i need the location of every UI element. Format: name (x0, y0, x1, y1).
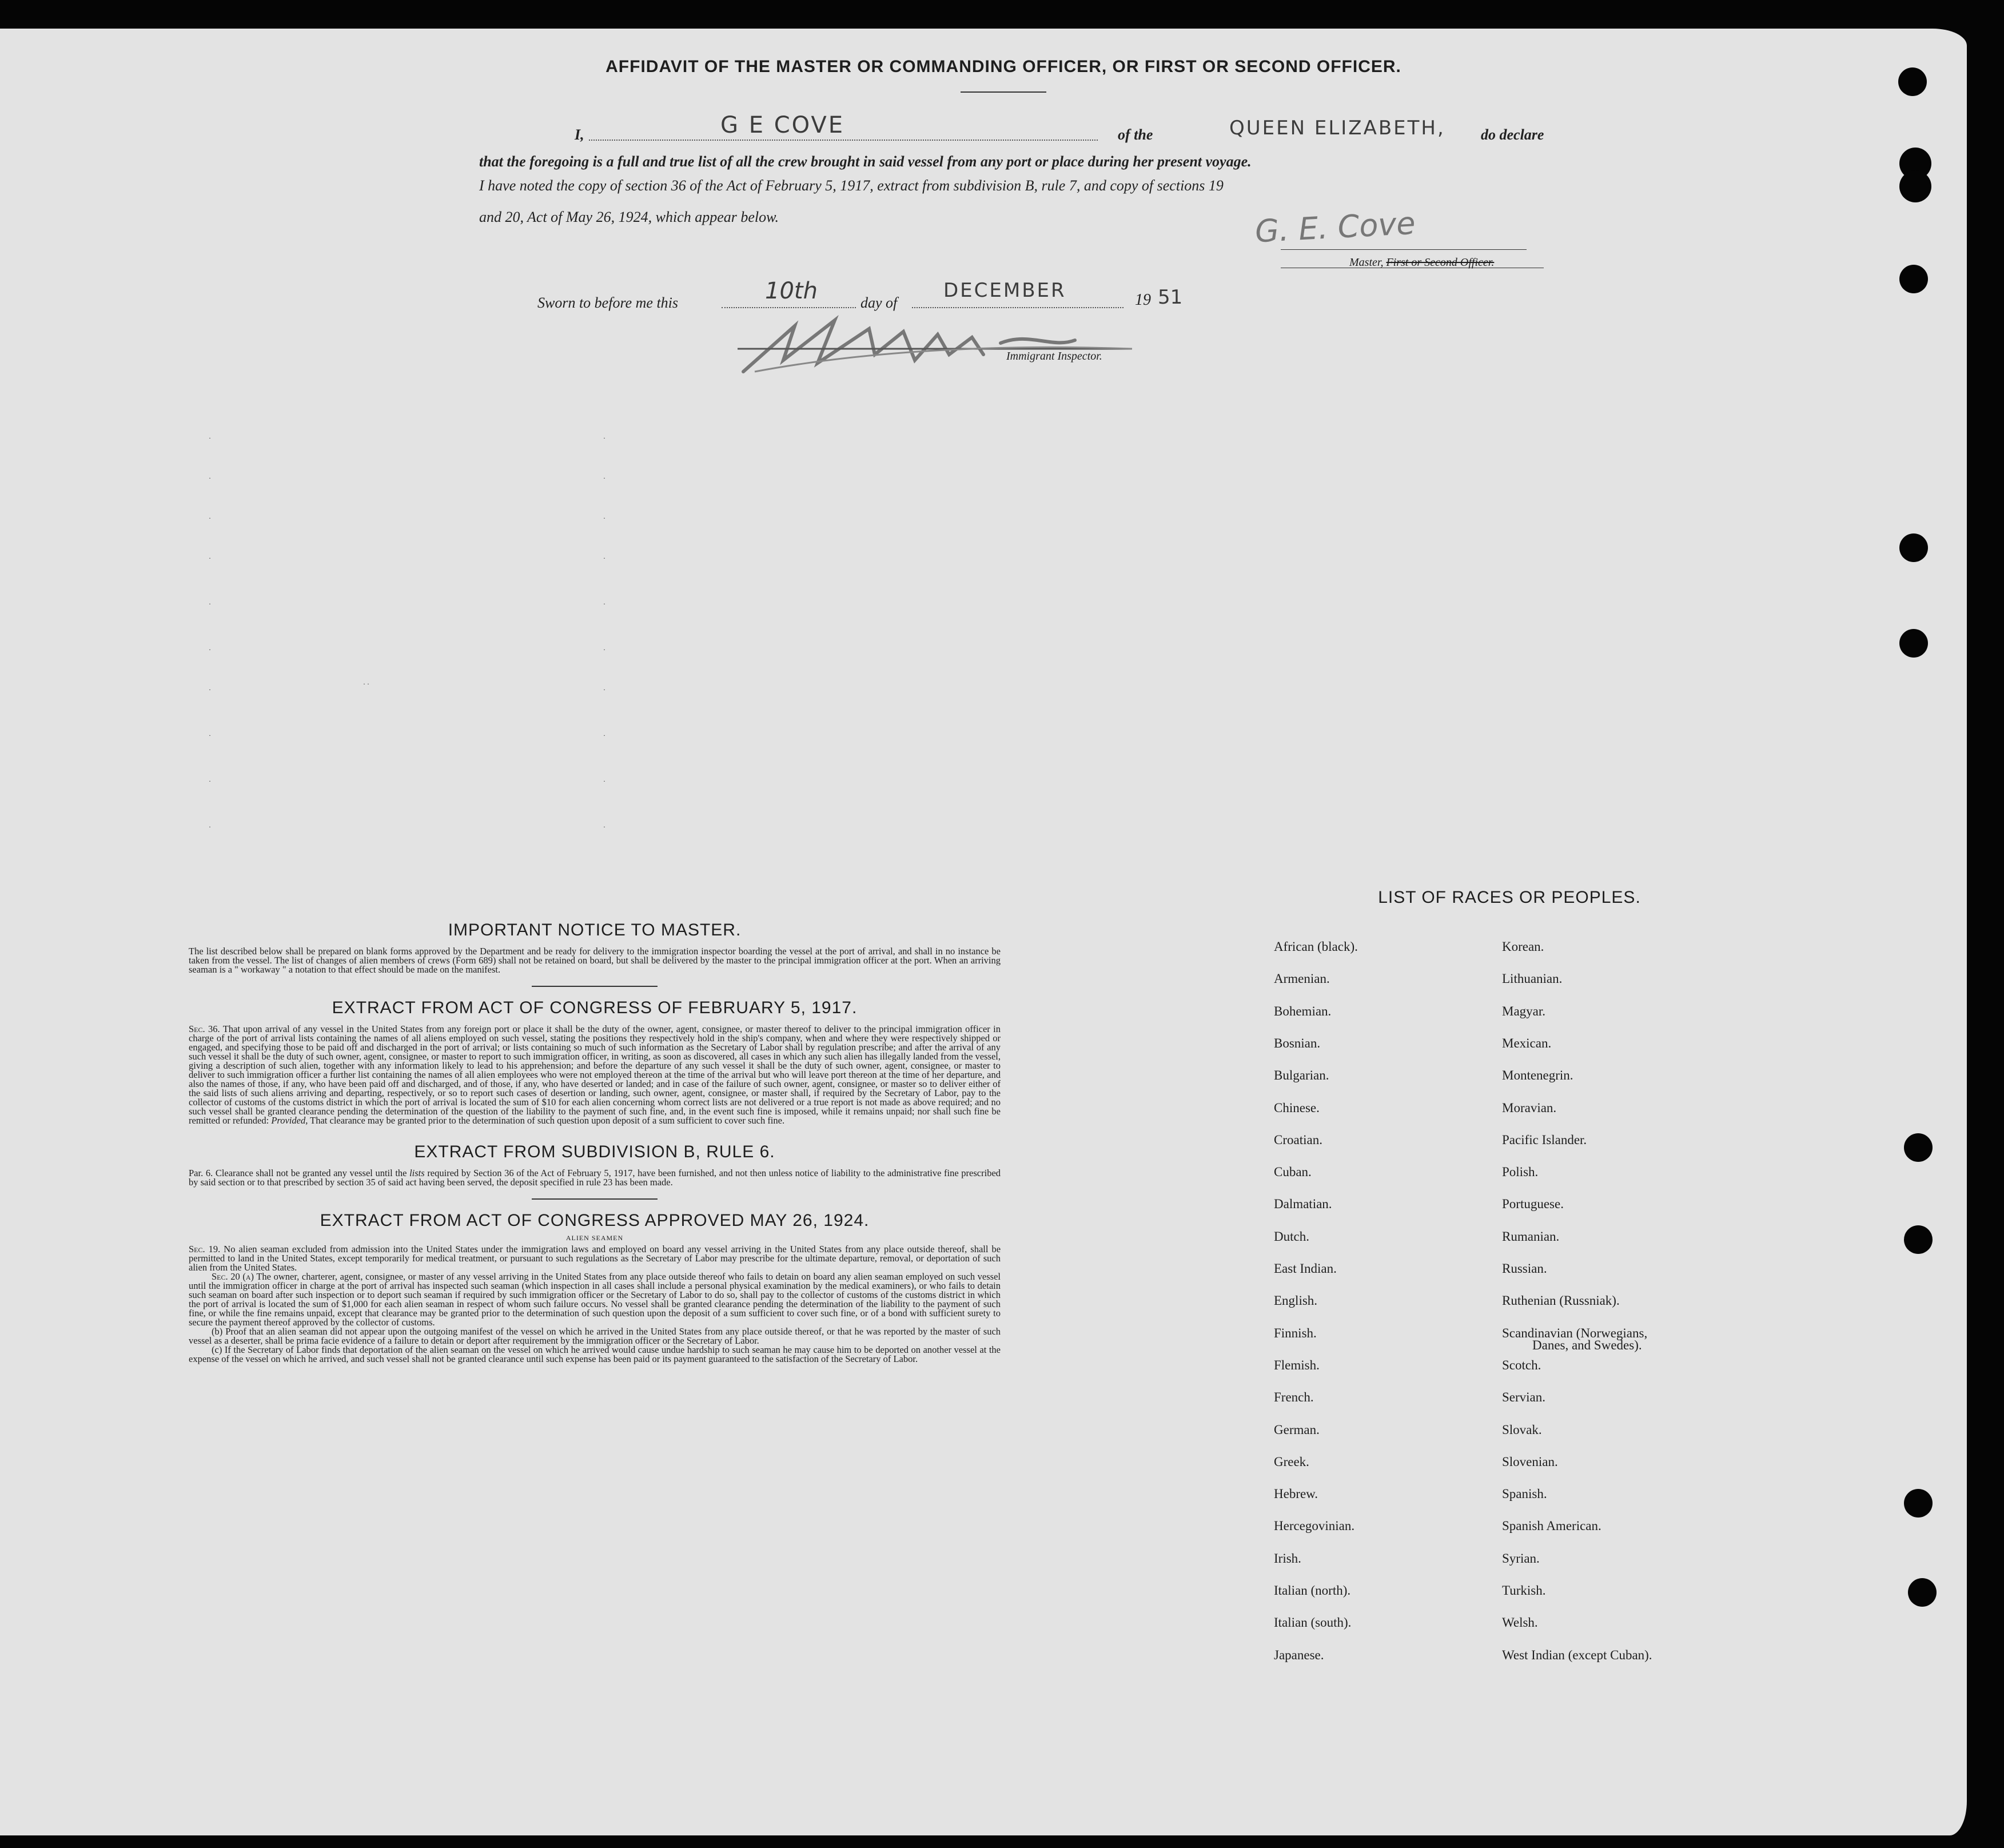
sec-20a-body: The owner, charterer, agent, consignee, or master of any vessel arriving in the United States from any place outside thereof who fails to detain on board any alien seaman employed on such vessel until the immigration officer in charge at the port of arrival has inspected such seaman (which inspection in all cases shall include a personal physical examination by the medical examiners), or who fails to detain such seaman on board after such inspection or to deport such seaman if required by such immigration officer or the Secretary of Labor to do so, shall pay to the collector of customs of the customs district in which the port of arrival is located the sum of $1,000 for each alien seaman in respect of whom such failure occurs. No vessel shall be granted clearance pending the determination of the liability to the payment of such fine, or while the fine remains unpaid, except that clearance may be granted prior to the determination of such question upon the deposit of a sum sufficient to cover such fine, or of a bond with sufficient surety to secure the payment thereof approved by the collector of customs. (189, 1271, 1001, 1328)
race-item: Irish. (1274, 1551, 1301, 1566)
day-blank (722, 307, 856, 308)
extract-rule6-title: EXTRACT FROM SUBDIVISION B, RULE 6. (414, 1142, 775, 1161)
extract-1917-title: EXTRACT FROM ACT OF CONGRESS OF FEBRUARY 5, 1917. (332, 998, 858, 1017)
race-item: Hebrew. (1274, 1487, 1318, 1501)
sec-20b-body: Proof that an alien seaman did not appear upon the outgoing manifest of the vessel on which he arrived in the United States from any place outside thereof, or that he was reported by the master of such vessel as a deserter, shall be prima facie evidence of a failure to detain or deport after requirement by the immigration officer or the Secretary of Labor. (189, 1326, 1001, 1346)
sec-20b-label: (b) (212, 1326, 223, 1337)
sec-36-label: Sec. 36. (189, 1023, 220, 1034)
punch-hole (1904, 1489, 1933, 1518)
punch-hole (1899, 629, 1928, 658)
month-blank (912, 307, 1123, 308)
punch-hole (1904, 1225, 1933, 1254)
sworn-prefix: Sworn to before me this (537, 294, 679, 311)
race-item: Syrian. (1502, 1551, 1540, 1566)
race-item: Moravian. (1502, 1100, 1557, 1115)
punch-hole (1898, 67, 1927, 96)
sec-36-body: That upon arrival of any vessel in the United States from any foreign port or place it shall be the duty of the owner, agent, consignee, or master thereof to deliver to the principal immigration officer in charge of the port of arrival lists containing the names of all aliens employed on such vessel, stating the positions they respectively hold in the ship's company, when and where they were respectively shipped or engaged, and specifying those to be paid off and discharged in the port of arrival; or lists containing so much of such information as the Secretary of Labor shall by regulation prescribe; and after the arrival of any such vessel it shall be the duty of such owner, agent, consignee, or master to report to such immigration officer, in writing, as soon as discovered, all cases in which any such alien has illegally landed from the vessel, giving a description of such alien, together with any information likely to lead to his apprehension; and before the departure of any such vessel it shall be the duty of such owner, agent, consignee, or master to deliver to such immigration officer a further list containing the names of all alien employees who were not employed thereon at the time of the arrival but who will leave port thereon at the time of her departure, and also the names of those, if any, who have been paid off and discharged, and of those, if any, who have deserted or landed; and in case of the failure of such owner, agent, consignee, or master so to deliver either of the said lists of such aliens arriving and departing, respectively, or so to report such cases of desertion or landing, such owner, agent, consignee, or master shall, if required by the Secretary of Labor, pay to the collector of customs of the customs district in which the port of arrival is located the sum of $10 for each alien concerning whom correct lists are not delivered or a true report is not made as above required; and no such vessel shall be granted clearance pending the determination of the question of the liability to the payment of such fine, and, in the event such fine is imposed, while it remains unpaid; nor shall such fine be remitted or refunded: (189, 1023, 1001, 1126)
extract-1917-text (189, 1025, 1001, 1125)
race-item: Greek. (1274, 1454, 1309, 1469)
punch-hole (1899, 170, 1931, 202)
race-item: Spanish American. (1502, 1519, 1601, 1534)
race-item: Japanese. (1274, 1647, 1324, 1662)
section-divider (532, 1198, 658, 1200)
punch-hole (1904, 1133, 1933, 1162)
race-item: Montenegrin. (1502, 1068, 1573, 1083)
race-item: Armenian. (1274, 971, 1330, 986)
race-item: Turkish. (1502, 1583, 1546, 1598)
sworn-day: 10th (765, 278, 818, 304)
race-item: Polish. (1502, 1165, 1539, 1180)
sec-20a-label: Sec. 20 (a) (212, 1271, 254, 1282)
extract-rule6-text (189, 1169, 1001, 1187)
alien-seamen-subtitle: ALIEN SEAMEN (565, 1234, 624, 1242)
race-item: Mexican. (1502, 1035, 1552, 1050)
race-item: Bulgarian. (1274, 1068, 1329, 1083)
section-divider (532, 986, 658, 987)
sec-20a-text (189, 1272, 1001, 1327)
punch-hole (1899, 265, 1928, 293)
race-item: Dalmatian. (1274, 1197, 1332, 1212)
par-6-body-a: Clearance shall not be granted any vessel until the (215, 1168, 407, 1178)
race-item: Spanish. (1502, 1487, 1547, 1501)
year-prefix: 19 (1135, 291, 1151, 309)
race-item: Slovenian. (1502, 1454, 1558, 1469)
sec-20c-text (189, 1345, 1001, 1364)
master-signature-line (1281, 249, 1527, 250)
race-item: Bosnian. (1274, 1035, 1321, 1050)
master-caption (1349, 256, 1494, 269)
inspector-signature-drawing (732, 309, 1178, 383)
declaration-line-3: I have noted the copy of section 36 of the Act of February 5, 1917, extract from subdivision B, rule 7, and copy of sections 19 (479, 177, 1224, 194)
name-blank (589, 140, 1098, 141)
notice-column (189, 921, 1001, 1364)
race-item: German. (1274, 1422, 1320, 1437)
race-item: African (black). (1274, 939, 1358, 954)
race-item: Portuguese. (1502, 1197, 1564, 1212)
page-marks: · · · · · · · · · · · · · · · · · · · · · · (209, 434, 605, 831)
extract-1924-title: EXTRACT FROM ACT OF CONGRESS APPROVED MAY 26, 1924. (320, 1211, 870, 1230)
race-item: Italian (south). (1274, 1615, 1352, 1630)
proviso-label: Provided, (271, 1115, 308, 1126)
master-caption-prefix: Master, (1349, 256, 1384, 269)
race-item: Dutch. (1274, 1229, 1309, 1244)
notice-text: The list described below shall be prepared on blank forms approved by the Department and be ready for delivery to the immigration inspector boarding the vessel at the port of arrival, and shall in no instance be taken from the vessel. The list of changes of alien members of crews (Form 689) shall not be retained on board, but shall be delivered by the master to the principal immigration officer at the port. When an arriving seaman is a " workaway " a notation to that effect should be made on the manifest. (189, 946, 1001, 975)
vessel-name: QUEEN ELIZABETH, (1229, 117, 1445, 140)
race-item: Servian. (1502, 1390, 1546, 1405)
sworn-month: DECEMBER (943, 279, 1066, 302)
race-item: English. (1274, 1293, 1318, 1308)
notice-title: IMPORTANT NOTICE TO MASTER. (448, 921, 742, 939)
par-6-body-b: required by Section 36 of the Act of February 5, 1917, have been furnished, and not then unless notice of liability to the administrative fine prescribed by said section or to that prescribed by section 35 of said act having been served, the deposit specified in rule 23 has been made. (189, 1168, 1001, 1188)
par-6-italic: lists (409, 1168, 425, 1178)
master-signature: G. E. Cove (1254, 205, 1417, 250)
declaration-line-4: and 20, Act of May 26, 1924, which appear below. (479, 209, 779, 225)
sec-20c-body: If the Secretary of Labor finds that deportation of the alien seaman on the vessel on which he arrived would cause undue hardship to such seaman he may cause him to be deported on another vessel at the expense of the vessel on which he arrived, and such vessel shall not be granted clearance until such expense has been paid or its payment guaranteed to the satisfaction of the Secretary of Labor. (189, 1344, 1001, 1364)
affidavit-title: AFFIDAVIT OF THE MASTER OR COMMANDING OFFICER, OR FIRST OR SECOND OFFICER. (605, 57, 1401, 76)
race-item: Ruthenian (Russniak). (1502, 1293, 1620, 1308)
race-item: Korean. (1502, 939, 1544, 954)
inspector-caption: Immigrant Inspector. (1006, 350, 1102, 363)
race-item: West Indian (except Cuban). (1502, 1647, 1652, 1662)
race-item: Scandinavian (Norwegians, (1502, 1325, 1648, 1340)
race-item: Finnish. (1274, 1325, 1317, 1340)
race-item: Croatian. (1274, 1132, 1322, 1147)
year-suffix: 51 (1158, 286, 1183, 309)
of-the-label: of the (1118, 126, 1153, 143)
punch-hole (1908, 1578, 1937, 1607)
race-item: Russian. (1502, 1261, 1547, 1276)
race-item: Pacific Islander. (1502, 1132, 1587, 1147)
day-of-label: day of (860, 294, 898, 311)
punch-hole (1899, 533, 1928, 562)
races-title: LIST OF RACES OR PEOPLES. (1378, 888, 1641, 907)
struck-officer-text: First or Second Officer. (1386, 256, 1495, 269)
i-label: I, (575, 126, 584, 143)
race-item: East Indian. (1274, 1261, 1337, 1276)
race-item: Scotch. (1502, 1357, 1541, 1372)
race-item: Bohemian. (1274, 1003, 1332, 1018)
race-scandinavian-continuation: Danes, and Swedes). (1532, 1338, 1642, 1352)
race-item: Cuban. (1274, 1165, 1312, 1180)
race-item: Italian (north). (1274, 1583, 1351, 1598)
do-declare-label: do declare (1481, 126, 1544, 143)
race-item: Hercegovinian. (1274, 1519, 1355, 1534)
race-item: Flemish. (1274, 1357, 1320, 1372)
race-item: Chinese. (1274, 1100, 1320, 1115)
race-item: Rumanian. (1502, 1229, 1560, 1244)
sec-19-body: No alien seaman excluded from admission into the United States under the immigration laws and employed on board any vessel arriving in the United States from any place outside thereof, shall be permitted to land in the United States, except temporarily for medical treatment, or pursuant to such regulations as the Secretary of Labor may prescribe for the ultimate departure, removal, or deportation of such alien from the United States. (189, 1244, 1001, 1273)
par-6-label: Par. 6. (189, 1168, 213, 1178)
race-item: Magyar. (1502, 1003, 1546, 1018)
race-item: French. (1274, 1390, 1314, 1405)
declaration-line-2: that the foregoing is a full and true list of all the crew brought in said vessel from any port or place during her present voyage. (479, 153, 1252, 170)
officer-name: G E COVE (720, 112, 845, 138)
race-item: Slovak. (1502, 1422, 1542, 1437)
race-item: Lithuanian. (1502, 971, 1563, 986)
title-underline (961, 91, 1046, 93)
sec-20c-label: (c) (212, 1344, 222, 1355)
race-item: Welsh. (1502, 1615, 1538, 1630)
sec-19-label: Sec. 19. (189, 1244, 221, 1254)
sec-20b-text (189, 1327, 1001, 1345)
sec-19-text (189, 1245, 1001, 1272)
proviso-body: That clearance may be granted prior to the determination of such question upon deposit of a sum sufficient to cover such fine. (310, 1115, 785, 1126)
